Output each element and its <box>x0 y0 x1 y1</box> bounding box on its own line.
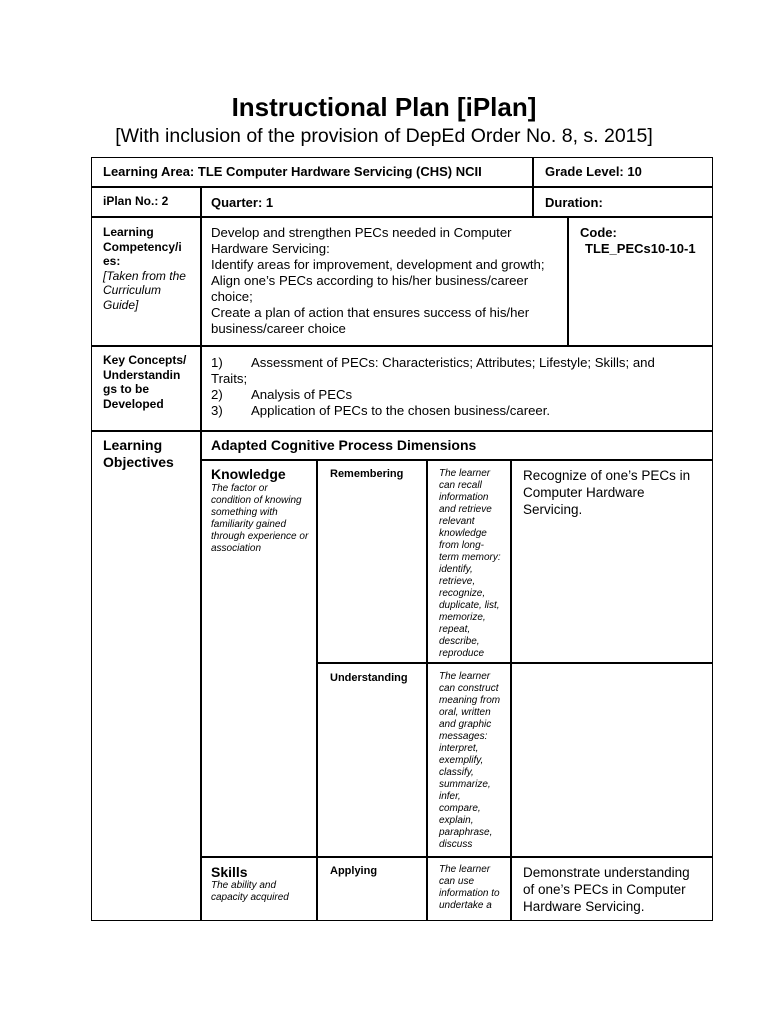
applying-label: Applying <box>330 865 378 877</box>
desc-line: The learner <box>439 864 491 875</box>
item-text: Assessment of PECs: Characteristics; Attributes; Lifestyle; Skills; and <box>251 355 655 370</box>
text-line: Align one’s PECs according to his/her business/career <box>211 273 529 288</box>
desc-line: summarize, <box>439 779 491 790</box>
item-number: 2) <box>211 387 223 402</box>
row-divider <box>316 662 713 664</box>
desc-line: paraphrase, <box>439 827 493 838</box>
desc-line: The learner <box>439 671 491 682</box>
desc-line: through experience or <box>211 531 309 542</box>
desc-line: undertake a <box>439 900 492 911</box>
competency-label <box>103 225 198 312</box>
label-line: Learning <box>103 225 154 239</box>
desc-line: information to <box>439 888 500 899</box>
note-line: [Taken from the <box>103 268 186 283</box>
duration: Duration: <box>545 195 603 210</box>
desc-line: familiarity gained <box>211 519 287 530</box>
understanding-desc <box>439 671 509 851</box>
desc-line: identify, <box>439 564 473 575</box>
page-subtitle: [With inclusion of the provision of DepEd Order No. 8, s. 2015] <box>115 125 653 147</box>
list-item <box>211 355 706 371</box>
desc-line: can use <box>439 876 475 887</box>
desc-line: knowledge <box>439 528 487 539</box>
key-concepts-label <box>103 353 198 411</box>
desc-line: reproduce <box>439 648 485 659</box>
remembering-label: Remembering <box>330 468 404 480</box>
text-line: Identify areas for improvement, development and growth; <box>211 257 545 272</box>
learning-area: Learning Area: TLE Computer Hardware Servicing (CHS) NCII <box>103 164 482 179</box>
col-divider <box>510 459 512 921</box>
desc-line: something with <box>211 507 278 518</box>
item-number: 1) <box>211 355 223 370</box>
label-line: gs to be <box>103 382 150 396</box>
skills-title: Skills <box>211 864 248 880</box>
desc-line: exemplify, <box>439 755 484 766</box>
row-divider <box>200 459 713 461</box>
page-title: Instructional Plan [iPlan] <box>231 92 537 122</box>
item-text-continued: Traits; <box>211 371 248 386</box>
code-value: TLE_PECs10-10-1 <box>585 241 696 256</box>
understanding-label: Understanding <box>330 672 408 684</box>
label-line: Key Concepts/ <box>103 353 187 367</box>
objective-line: Hardware Servicing. <box>523 899 645 914</box>
note-line: Curriculum <box>103 283 162 297</box>
desc-line: classify, <box>439 767 474 778</box>
col-divider <box>567 216 569 346</box>
col-divider <box>532 157 534 217</box>
desc-line: meaning from <box>439 695 501 706</box>
desc-line: and graphic <box>439 719 492 730</box>
desc-line: from long- <box>439 540 485 551</box>
item-number: 3) <box>211 403 223 418</box>
competency-text <box>211 225 566 337</box>
label-line: Competency/i <box>103 239 182 254</box>
row-divider <box>91 216 713 218</box>
desc-line: The ability and <box>211 880 277 891</box>
desc-line: can recall <box>439 480 482 491</box>
desc-line: The factor or <box>211 483 268 494</box>
label-line: Understandin <box>103 367 181 382</box>
desc-line: duplicate, list, <box>439 600 500 611</box>
grade-level: Grade Level: 10 <box>545 164 642 179</box>
row-divider <box>91 186 713 188</box>
desc-line: information <box>439 492 489 503</box>
code-label: Code: <box>580 225 617 240</box>
desc-line: describe, <box>439 636 480 647</box>
iplan-number: iPlan No.: 2 <box>103 194 169 208</box>
list-item <box>211 387 706 403</box>
desc-line: memorize, <box>439 612 486 623</box>
desc-line: condition of knowing <box>211 495 302 506</box>
item-text: Application of PECs to the chosen business/career. <box>251 403 551 418</box>
text-line: business/career choice <box>211 321 346 336</box>
desc-line: The learner <box>439 468 491 479</box>
objective-line: Computer Hardware <box>523 485 645 500</box>
row-divider <box>200 856 713 858</box>
note-line: Guide] <box>103 297 139 312</box>
desc-line: messages: <box>439 731 488 742</box>
label-line: es: <box>103 254 121 268</box>
col-divider <box>316 459 318 921</box>
text-line: choice; <box>211 289 253 304</box>
col-divider <box>426 459 428 921</box>
cognitive-dimensions-heading: Adapted Cognitive Process Dimensions <box>211 437 477 453</box>
list-item <box>211 403 706 419</box>
col-divider <box>200 186 202 921</box>
applying-objective <box>523 864 711 915</box>
desc-line: oral, written <box>439 707 491 718</box>
desc-line: association <box>211 543 262 554</box>
objective-line: of one’s PECs in Computer <box>523 882 686 897</box>
label-line: Learning <box>103 437 163 453</box>
desc-line: relevant <box>439 516 475 527</box>
key-concepts-list <box>211 355 706 419</box>
desc-line: infer, <box>439 791 461 802</box>
desc-line: term memory: <box>439 552 501 563</box>
knowledge-cell <box>211 466 315 555</box>
label-line: Objectives <box>103 454 174 470</box>
desc-line: can construct <box>439 683 499 694</box>
text-line: Develop and strengthen PECs needed in Computer <box>211 225 512 240</box>
row-divider <box>91 345 713 347</box>
item-text: Analysis of PECs <box>251 387 353 402</box>
desc-line: repeat, <box>439 624 471 635</box>
objective-line: Servicing. <box>523 502 583 517</box>
desc-line: compare, <box>439 803 481 814</box>
desc-line: recognize, <box>439 588 486 599</box>
text-line: Create a plan of action that ensures success of his/her <box>211 305 530 320</box>
objective-line: Recognize of one’s PECs in <box>523 468 691 483</box>
text-line: Hardware Servicing: <box>211 241 330 256</box>
desc-line: capacity acquired <box>211 892 289 903</box>
row-divider <box>91 430 713 432</box>
desc-line: retrieve, <box>439 576 476 587</box>
objective-line: Demonstrate understanding <box>523 865 690 880</box>
applying-desc <box>439 864 509 912</box>
desc-line: and retrieve <box>439 504 492 515</box>
quarter: Quarter: 1 <box>211 195 274 210</box>
remembering-objective <box>523 467 711 518</box>
label-line: Developed <box>103 396 164 411</box>
remembering-desc <box>439 468 509 660</box>
desc-line: explain, <box>439 815 474 826</box>
knowledge-title: Knowledge <box>211 466 286 482</box>
skills-cell <box>211 864 315 904</box>
objectives-label <box>103 437 198 471</box>
desc-line: interpret, <box>439 743 479 754</box>
desc-line: discuss <box>439 839 473 850</box>
